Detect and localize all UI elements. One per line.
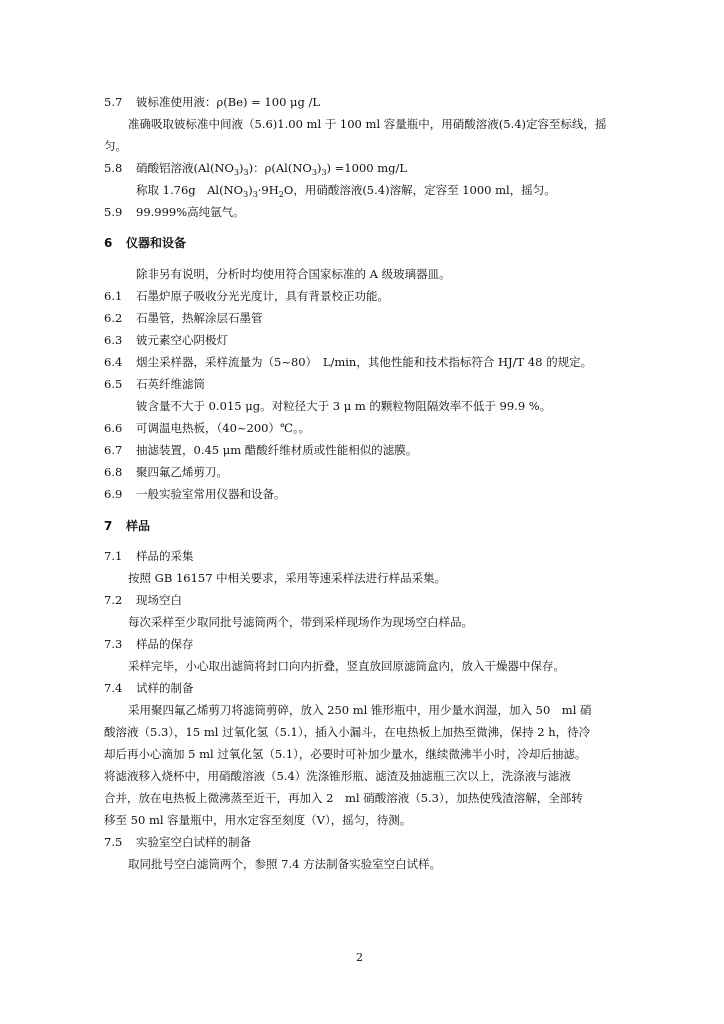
paragraph-line: 酸溶液（5.3），15 ml 过氧化氢（5.1），插入小漏斗，在电热板上加热至微沸，保持 2 h，待冷	[104, 725, 591, 739]
subsection-title-7-2: 现场空白	[136, 593, 182, 607]
paragraph-line: 采用聚四氟乙烯剪刀将滤筒剪碎，放入 250 ml 锥形瓶中，用少量水润湿，加入 50 ml 硝	[128, 703, 592, 717]
section-5-7-text: 铍标准使用液：ρ(Be) = 100 μg /L	[136, 95, 321, 109]
subsection-body-7-5: 取同批号空白滤筒两个，参照 7.4 方法制备实验室空白试样。	[128, 857, 442, 871]
subsection-body-7-1: 按照 GB 16157 中相关要求，采用等速采样法进行样品采集。	[128, 571, 447, 585]
subsection-title-7-4: 试样的制备	[136, 681, 194, 695]
subsection-number-7-1: 7.1	[104, 549, 123, 563]
item-number: 6.7	[104, 443, 123, 457]
paragraph-line: 却后再小心滴加 5 ml 过氧化氢（5.1），必要时可补加少量水，继续微沸半小时，冷却后抽滤。	[104, 747, 587, 761]
item-number: 6.4	[104, 355, 123, 369]
subsection-title-7-5: 实验室空白试样的制备	[136, 835, 251, 849]
item-number: 6.8	[104, 465, 123, 479]
subsection-title-7-3: 样品的保存	[136, 637, 194, 651]
item-text: 一般实验室常用仪器和设备。	[136, 487, 286, 501]
item-number: 6.5	[104, 377, 123, 391]
heading-7-number: 7	[104, 519, 113, 533]
item-text: 可调温电热板，（40~200）℃。。	[136, 421, 311, 435]
paragraph-line: 将滤液移入烧杯中，用硝酸溶液（5.4）洗涤锥形瓶、滤渣及抽滤瓶三次以上，洗涤液与滤液	[104, 769, 571, 783]
section-number-5-7: 5.7	[104, 95, 123, 109]
subsection-number-7-3: 7.3	[104, 637, 123, 651]
section-number-5-9: 5.9	[104, 205, 123, 219]
subsection-number-7-4: 7.4	[104, 681, 123, 695]
section-5-9-text: 99.999%高纯氩气。	[136, 205, 245, 219]
item-number: 6.9	[104, 487, 123, 501]
item-text: 石墨炉原子吸收分光光度计，具有背景校正功能。	[136, 289, 389, 303]
paragraph-line: 移至 50 ml 容量瓶中，用水定容至刻度（V），摇匀，待测。	[104, 813, 412, 827]
item-number: 6.2	[104, 311, 123, 325]
item-number: 6.3	[104, 333, 123, 347]
paragraph-line: 合并，放在电热板上微沸蒸至近干，再加入 2 ml 硝酸溶液（5.3），加热使残渣溶解，全部转	[104, 791, 583, 805]
item-text: 石英纤维滤筒	[136, 377, 205, 391]
section-number-5-8: 5.8	[104, 161, 123, 175]
heading-6-title: 仪器和设备	[126, 236, 187, 250]
section-6-intro: 除非另有说明，分析时均使用符合国家标准的 A 级玻璃器皿。	[136, 267, 451, 281]
item-text: 聚四氟乙烯剪刀。	[136, 465, 228, 479]
subsection-title-7-1: 样品的采集	[136, 549, 194, 563]
item-number: 6.6	[104, 421, 123, 435]
subsection-number-7-5: 7.5	[104, 835, 123, 849]
heading-6-number: 6	[104, 236, 113, 250]
item-text: 石墨管，热解涂层石墨管	[136, 311, 263, 325]
item-text: 抽滤装置，0.45 μm 醋酸纤维材质或性能相似的滤膜。	[136, 443, 418, 457]
heading-7-title: 样品	[126, 519, 151, 533]
item-number: 6.1	[104, 289, 123, 303]
subsection-body-7-2: 每次采样至少取同批号滤筒两个，带到采样现场作为现场空白样品。	[128, 615, 473, 629]
item-text: 铍元素空心阴极灯	[136, 333, 228, 347]
item-text: 烟尘采样器，采样流量为（5~80） L/min，其他性能和技术指标符合 HJ/T 48 的规定。	[136, 355, 593, 369]
section-6-5-body: 铍含量不大于 0.015 μg。对粒径大于 3 μ m 的颗粒物阻隔效率不低于 99.9 %。	[136, 399, 552, 413]
page-number: 2	[356, 951, 363, 964]
section-5-7-body-line-2: 匀。	[104, 139, 127, 153]
section-5-7-body-line-1: 准确吸取铍标准中间液（5.6)1.00 ml 于 100 ml 容量瓶中，用硝酸溶液(5.4)定容至标线，摇	[128, 117, 607, 131]
subsection-body-7-3: 采样完毕，小心取出滤筒将封口向内折叠，竖直放回原滤筒盒内，放入干燥器中保存。	[128, 659, 565, 673]
section-5-8-text: 硝酸铝溶液$(Al(NO_3)_3)$：$\rho(Al(NO_3)_3) =1000$ mg/L	[136, 161, 408, 177]
subsection-number-7-2: 7.2	[104, 593, 123, 607]
section-5-8-body: 称取 1.76g $Al(NO_3)_3\cdot 9H_2O$，用硝酸溶液(5.4)溶解，定容至 1000 ml，摇匀。	[136, 183, 556, 199]
